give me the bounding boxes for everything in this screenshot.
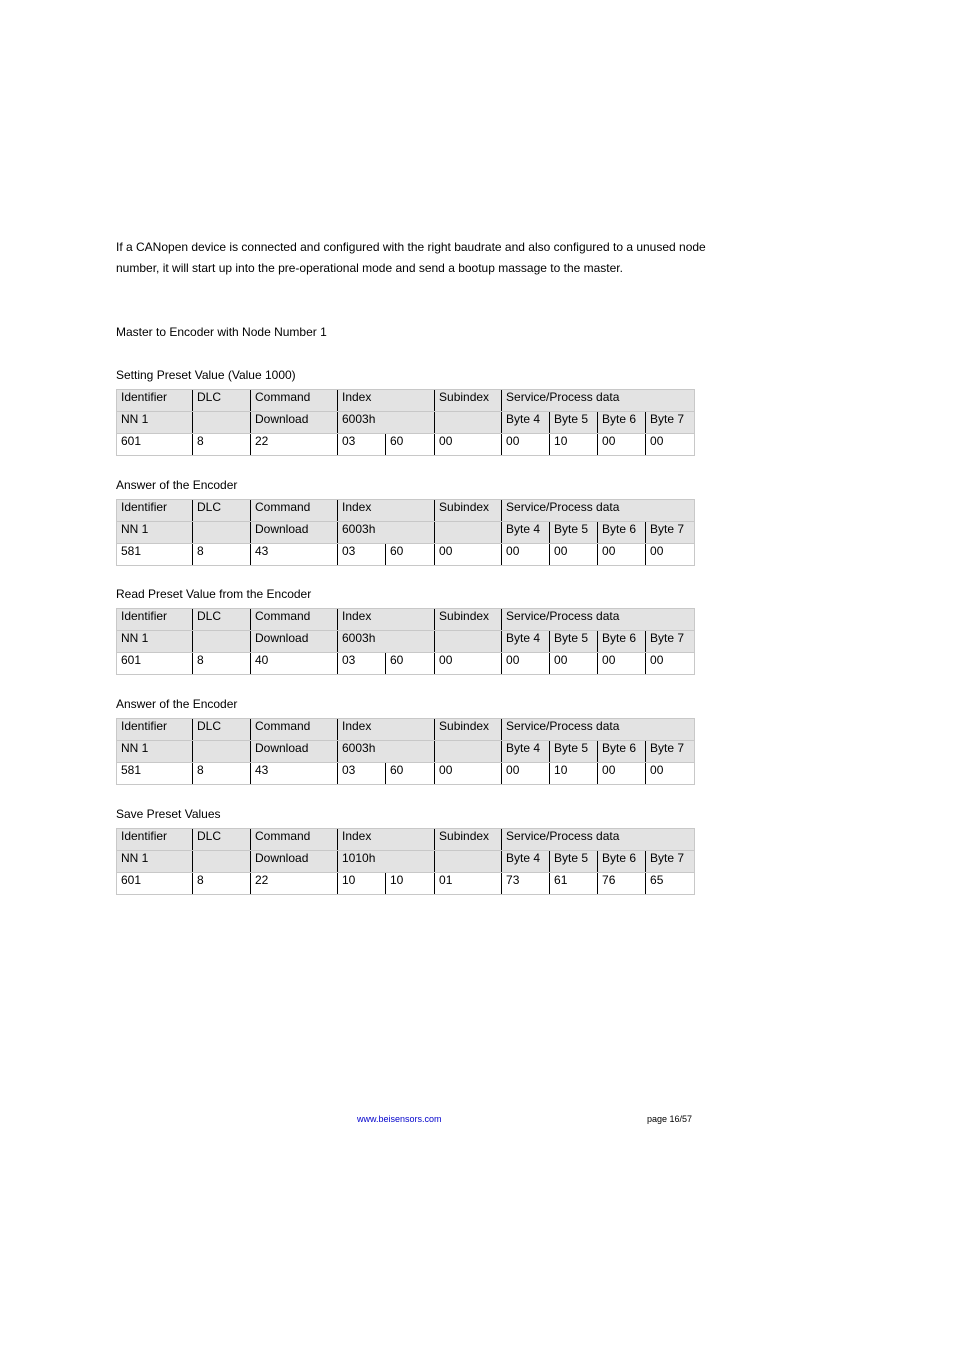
header-cell: Identifier <box>117 500 193 522</box>
value-cell: 22 <box>251 434 338 456</box>
byte-header-cell: Byte 4 <box>502 851 550 873</box>
byte-header-cell: Byte 5 <box>550 412 598 434</box>
empty-cell <box>193 741 251 763</box>
value-cell: 00 <box>598 434 646 456</box>
value-cell: 601 <box>117 434 193 456</box>
value-cell: 10 <box>338 873 386 895</box>
byte-header-cell: Byte 6 <box>598 631 646 653</box>
byte-header-cell: Byte 7 <box>646 741 695 763</box>
empty-cell <box>193 412 251 434</box>
can-message-table <box>116 828 695 895</box>
empty-cell <box>435 741 502 763</box>
header-row <box>117 500 695 522</box>
table-caption: Answer of the Encoder <box>116 478 238 492</box>
header-cell: DLC <box>193 500 251 522</box>
index-cell: 6003h <box>338 522 435 544</box>
value-cell: 8 <box>193 544 251 566</box>
value-cell: 10 <box>550 434 598 456</box>
header-row <box>117 390 695 412</box>
header-cell: DLC <box>193 719 251 741</box>
header-cell: Command <box>251 390 338 412</box>
value-cell: 03 <box>338 653 386 675</box>
can-message-table <box>116 608 695 675</box>
header-cell: Service/Process data <box>502 390 695 412</box>
value-cell: 00 <box>502 653 550 675</box>
byte-header-cell: Byte 7 <box>646 522 695 544</box>
byte-header-cell: Byte 4 <box>502 741 550 763</box>
command-cell: Download <box>251 522 338 544</box>
empty-cell <box>193 631 251 653</box>
value-cell: 00 <box>502 544 550 566</box>
value-cell: 60 <box>386 653 435 675</box>
byte-header-cell: Byte 5 <box>550 741 598 763</box>
can-message-table <box>116 718 695 785</box>
header-cell: Index <box>338 500 435 522</box>
header-row <box>117 719 695 741</box>
header-cell: Index <box>338 390 435 412</box>
value-cell: 00 <box>598 544 646 566</box>
value-cell: 60 <box>386 763 435 785</box>
value-cell: 00 <box>646 544 695 566</box>
index-cell: 6003h <box>338 631 435 653</box>
header-cell: Command <box>251 719 338 741</box>
table-caption: Read Preset Value from the Encoder <box>116 587 312 601</box>
byte-header-cell: Byte 4 <box>502 522 550 544</box>
header-cell: DLC <box>193 829 251 851</box>
section-heading: Master to Encoder with Node Number 1 <box>116 325 327 339</box>
command-cell: Download <box>251 851 338 873</box>
byte-header-cell: Byte 7 <box>646 412 695 434</box>
table-row <box>117 873 695 895</box>
value-cell: 581 <box>117 763 193 785</box>
empty-cell <box>435 412 502 434</box>
subheader-row <box>117 522 695 544</box>
table-caption: Setting Preset Value (Value 1000) <box>116 368 296 382</box>
byte-header-cell: Byte 4 <box>502 412 550 434</box>
header-cell: Identifier <box>117 829 193 851</box>
value-cell: 73 <box>502 873 550 895</box>
value-cell: 00 <box>646 434 695 456</box>
table-row <box>117 434 695 456</box>
header-cell: Command <box>251 500 338 522</box>
value-cell: 03 <box>338 434 386 456</box>
header-cell: Service/Process data <box>502 829 695 851</box>
header-cell: Subindex <box>435 609 502 631</box>
header-cell: Subindex <box>435 829 502 851</box>
page-number: page 16/57 <box>647 1114 693 1124</box>
byte-header-cell: Byte 7 <box>646 851 695 873</box>
value-cell: 00 <box>598 763 646 785</box>
value-cell: 10 <box>386 873 435 895</box>
header-cell: Index <box>338 829 435 851</box>
value-cell: 00 <box>550 544 598 566</box>
subheader-row <box>117 631 695 653</box>
empty-cell <box>193 851 251 873</box>
can-message-table <box>116 389 695 456</box>
index-cell: 6003h <box>338 412 435 434</box>
header-cell: Command <box>251 829 338 851</box>
subheader-row <box>117 412 695 434</box>
byte-header-cell: Byte 5 <box>550 522 598 544</box>
header-row <box>117 829 695 851</box>
header-cell: Identifier <box>117 390 193 412</box>
value-cell: 00 <box>502 763 550 785</box>
value-cell: 60 <box>386 434 435 456</box>
header-cell: Index <box>338 609 435 631</box>
intro-paragraph: If a CANopen device is connected and configured with the right baudrate and also configured to a unused node number, it will start up into the pre-operational mode and send a bootup massage to the master. <box>116 240 706 275</box>
subheader-row <box>117 851 695 873</box>
command-cell: Download <box>251 741 338 763</box>
byte-header-cell: Byte 4 <box>502 631 550 653</box>
value-cell: 43 <box>251 763 338 785</box>
subheader-row <box>117 741 695 763</box>
value-cell: 8 <box>193 653 251 675</box>
header-row <box>117 609 695 631</box>
index-cell: 1010h <box>338 851 435 873</box>
value-cell: 00 <box>435 544 502 566</box>
value-cell: 8 <box>193 873 251 895</box>
header-cell: Identifier <box>117 719 193 741</box>
header-cell: Command <box>251 609 338 631</box>
header-cell: DLC <box>193 390 251 412</box>
node-cell: NN 1 <box>117 851 193 873</box>
value-cell: 22 <box>251 873 338 895</box>
byte-header-cell: Byte 5 <box>550 851 598 873</box>
value-cell: 601 <box>117 873 193 895</box>
table-row <box>117 653 695 675</box>
value-cell: 03 <box>338 544 386 566</box>
header-cell: Service/Process data <box>502 500 695 522</box>
byte-header-cell: Byte 6 <box>598 522 646 544</box>
value-cell: 8 <box>193 763 251 785</box>
byte-header-cell: Byte 6 <box>598 741 646 763</box>
value-cell: 581 <box>117 544 193 566</box>
empty-cell <box>435 851 502 873</box>
empty-cell <box>435 631 502 653</box>
value-cell: 76 <box>598 873 646 895</box>
node-cell: NN 1 <box>117 741 193 763</box>
node-cell: NN 1 <box>117 631 193 653</box>
index-cell: 6003h <box>338 741 435 763</box>
value-cell: 40 <box>251 653 338 675</box>
table-caption: Save Preset Values <box>116 807 221 821</box>
value-cell: 00 <box>435 763 502 785</box>
header-cell: DLC <box>193 609 251 631</box>
website-link[interactable]: www.beisensors.com <box>357 1114 442 1124</box>
header-cell: Service/Process data <box>502 609 695 631</box>
value-cell: 601 <box>117 653 193 675</box>
node-cell: NN 1 <box>117 522 193 544</box>
empty-cell <box>193 522 251 544</box>
header-cell: Identifier <box>117 609 193 631</box>
value-cell: 10 <box>550 763 598 785</box>
table-caption: Answer of the Encoder <box>116 697 238 711</box>
node-cell: NN 1 <box>117 412 193 434</box>
empty-cell <box>435 522 502 544</box>
byte-header-cell: Byte 5 <box>550 631 598 653</box>
value-cell: 01 <box>435 873 502 895</box>
value-cell: 00 <box>435 653 502 675</box>
byte-header-cell: Byte 6 <box>598 412 646 434</box>
value-cell: 8 <box>193 434 251 456</box>
command-cell: Download <box>251 631 338 653</box>
table-row <box>117 763 695 785</box>
value-cell: 00 <box>646 653 695 675</box>
value-cell: 00 <box>646 763 695 785</box>
value-cell: 43 <box>251 544 338 566</box>
header-cell: Subindex <box>435 390 502 412</box>
header-cell: Subindex <box>435 500 502 522</box>
value-cell: 61 <box>550 873 598 895</box>
table-row <box>117 544 695 566</box>
value-cell: 65 <box>646 873 695 895</box>
value-cell: 60 <box>386 544 435 566</box>
header-cell: Subindex <box>435 719 502 741</box>
command-cell: Download <box>251 412 338 434</box>
value-cell: 03 <box>338 763 386 785</box>
value-cell: 00 <box>502 434 550 456</box>
byte-header-cell: Byte 6 <box>598 851 646 873</box>
header-cell: Index <box>338 719 435 741</box>
can-message-table <box>116 499 695 566</box>
value-cell: 00 <box>435 434 502 456</box>
value-cell: 00 <box>598 653 646 675</box>
value-cell: 00 <box>550 653 598 675</box>
byte-header-cell: Byte 7 <box>646 631 695 653</box>
header-cell: Service/Process data <box>502 719 695 741</box>
